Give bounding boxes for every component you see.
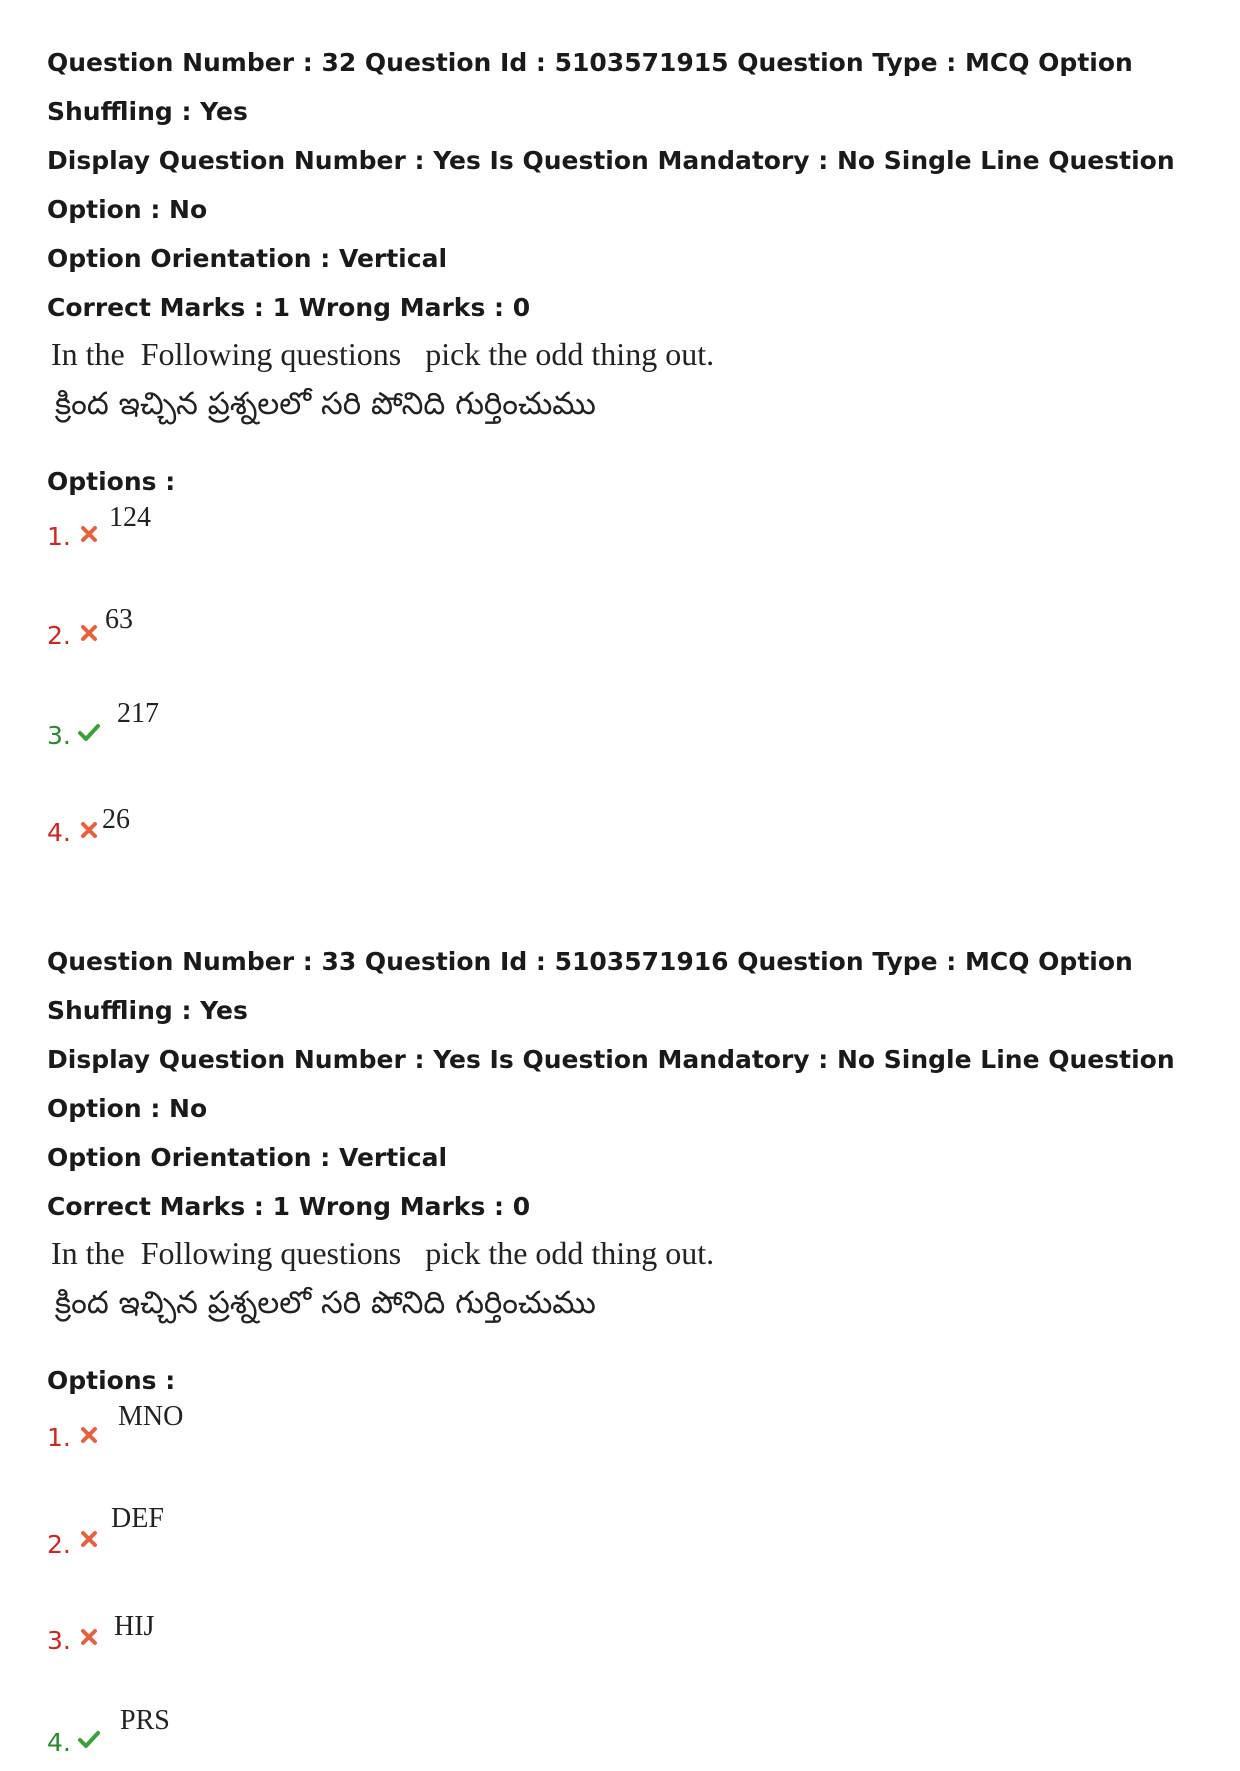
cross-icon bbox=[77, 621, 101, 645]
option-item bbox=[47, 502, 1207, 604]
option-text: 124 bbox=[109, 502, 151, 533]
option-item bbox=[47, 1705, 1207, 1771]
option-number: 1. bbox=[47, 1423, 71, 1452]
question-meta-line: Display Question Number : Yes Is Question Mandatory : No Single Line Question Option : No bbox=[47, 146, 1175, 224]
question-meta-line: Question Number : 32 Question Id : 5103571915 Question Type : MCQ Option Shuffling : Yes bbox=[47, 48, 1133, 126]
question-block bbox=[47, 38, 1207, 884]
option-text: 63 bbox=[105, 604, 133, 635]
option-text: DEF bbox=[111, 1503, 164, 1534]
question-text-telugu: క్రింద ఇచ్చిన ప్రశ్నలలో సరి పోనిది గుర్తించుము bbox=[55, 386, 596, 422]
option-text: 26 bbox=[102, 804, 130, 835]
option-number: 1. bbox=[47, 522, 71, 551]
check-icon bbox=[77, 720, 101, 744]
cross-icon bbox=[77, 1527, 101, 1551]
question-meta-line: Option Orientation : Vertical bbox=[47, 244, 448, 273]
cross-icon bbox=[77, 1625, 101, 1649]
option-text: MNO bbox=[118, 1401, 184, 1432]
option-item bbox=[47, 698, 1207, 804]
option-number: 4. bbox=[47, 1728, 71, 1757]
option-item bbox=[47, 604, 1207, 704]
option-number: 2. bbox=[47, 621, 71, 650]
option-item bbox=[47, 1401, 1207, 1505]
question-block bbox=[47, 937, 1207, 1771]
option-text: 217 bbox=[117, 698, 159, 729]
option-item bbox=[47, 804, 1207, 884]
marks-line: Correct Marks : 1 Wrong Marks : 0 bbox=[47, 1192, 531, 1221]
option-item bbox=[47, 1611, 1207, 1711]
question-text-english: In the Following questions pick the odd thing out. bbox=[51, 1235, 715, 1271]
question-text-telugu: క్రింద ఇచ్చిన ప్రశ్నలలో సరి పోనిది గుర్తించుము bbox=[55, 1285, 596, 1321]
question-meta-line: Display Question Number : Yes Is Question Mandatory : No Single Line Question Option : No bbox=[47, 1045, 1175, 1123]
question-text-english: In the Following questions pick the odd thing out. bbox=[51, 336, 715, 372]
cross-icon bbox=[77, 818, 101, 842]
cross-icon bbox=[77, 1423, 101, 1447]
question-meta-line: Question Number : 33 Question Id : 5103571916 Question Type : MCQ Option Shuffling : Yes bbox=[47, 947, 1133, 1025]
option-text: PRS bbox=[120, 1705, 170, 1736]
options-label: Options : bbox=[47, 467, 176, 496]
options-label: Options : bbox=[47, 1366, 176, 1395]
question-meta-line: Option Orientation : Vertical bbox=[47, 1143, 448, 1172]
question-text bbox=[51, 1231, 1207, 1349]
marks-line: Correct Marks : 1 Wrong Marks : 0 bbox=[47, 293, 531, 322]
option-number: 3. bbox=[47, 1626, 71, 1655]
cross-icon bbox=[77, 522, 101, 546]
check-icon bbox=[77, 1727, 101, 1751]
option-text: HIJ bbox=[114, 1611, 155, 1642]
option-number: 2. bbox=[47, 1530, 71, 1559]
option-number: 3. bbox=[47, 721, 71, 750]
option-number: 4. bbox=[47, 818, 71, 847]
option-item bbox=[47, 1505, 1207, 1611]
question-text bbox=[51, 332, 1207, 450]
